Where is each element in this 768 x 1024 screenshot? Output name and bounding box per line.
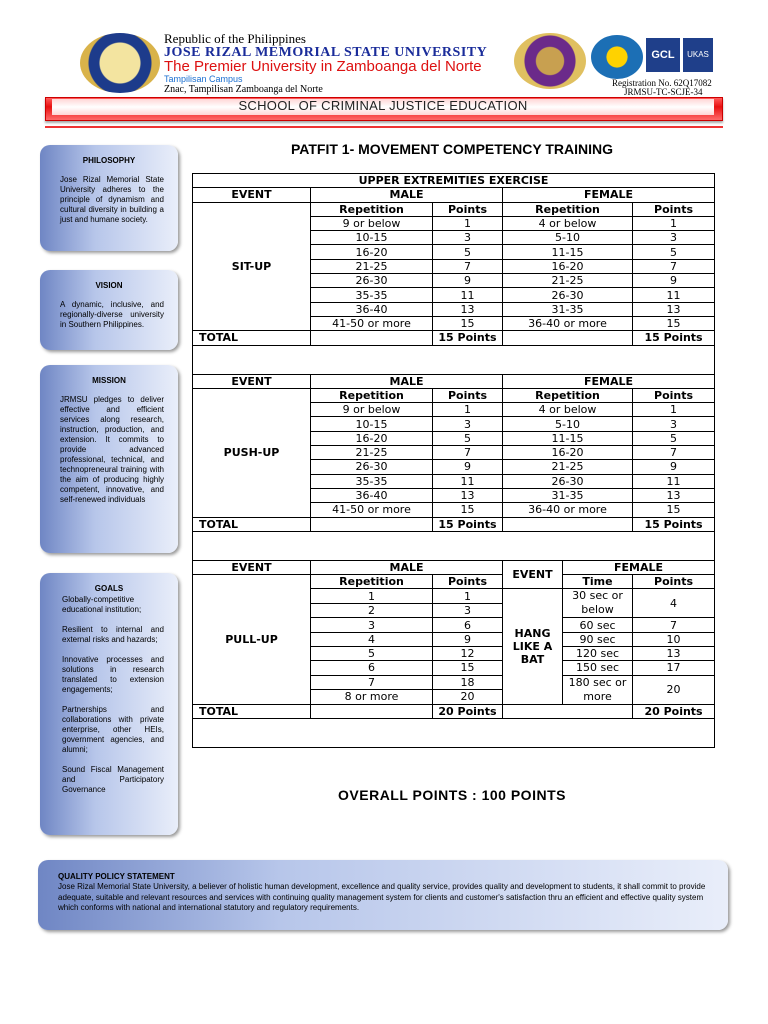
female-repetition: 21-25 — [503, 460, 633, 474]
female-points: 9 — [633, 274, 715, 288]
criminal-justice-seal-logo — [514, 33, 586, 89]
jrmsu-seal-logo — [80, 33, 160, 93]
female-points: 13 — [633, 647, 715, 661]
female-repetition: 26-30 — [503, 288, 633, 302]
section-title: UPPER EXTREMITIES EXERCISE — [193, 174, 715, 188]
female-repetition: 36-40 or more — [503, 503, 633, 517]
male-points: 7 — [433, 259, 503, 273]
female-points: 13 — [633, 488, 715, 502]
male-points: 3 — [433, 231, 503, 245]
male-repetition: 41-50 or more — [311, 316, 433, 330]
repetition-header: Repetition — [503, 388, 633, 402]
goal-item: Resilient to internal and external risks and hazards; — [62, 625, 164, 644]
female-points: 3 — [633, 231, 715, 245]
competency-table — [192, 173, 715, 748]
points-header: Points — [433, 388, 503, 402]
event-name: SIT-UP — [193, 202, 311, 331]
female-total: 20 Points — [633, 704, 715, 718]
male-points: 3 — [433, 603, 503, 618]
female-total: 15 Points — [633, 517, 715, 531]
female-repetition: 26-30 — [503, 474, 633, 488]
header-tagline: The Premier University in Zamboanga del Norte — [164, 58, 482, 75]
mission-body: JRMSU pledges to deliver effective and efficient services along research, instruction, production, and extension. It commits to provide advanced professional, technical, and technopreneural training with the aim of producing highly competent, innovative, and self-renewed individuals — [60, 395, 164, 504]
male-total: 15 Points — [433, 517, 503, 531]
total-blank — [311, 704, 433, 718]
spacer-cell — [193, 531, 715, 560]
male-repetition: 3 — [311, 618, 433, 632]
male-points: 7 — [433, 446, 503, 460]
female-points: 11 — [633, 288, 715, 302]
overall-points: OVERALL POINTS : 100 POINTS — [338, 787, 566, 803]
total-label: TOTAL — [193, 704, 311, 718]
male-repetition: 26-30 — [311, 274, 433, 288]
female-points: 3 — [633, 417, 715, 431]
points-header: Points — [633, 202, 715, 216]
event-header: EVENT — [193, 560, 311, 574]
event-header: EVENT — [193, 374, 311, 388]
event-header: EVENT — [193, 188, 311, 202]
event-name: PUSH-UP — [193, 388, 311, 517]
total-blank — [503, 331, 633, 345]
points-header: Points — [633, 388, 715, 402]
subheader-row — [193, 575, 715, 589]
header-university-name: JOSE RIZAL MEMORIAL STATE UNIVERSITY — [164, 45, 488, 60]
goals-box — [40, 573, 178, 835]
male-points: 6 — [433, 618, 503, 632]
male-points: 11 — [433, 474, 503, 488]
total-label: TOTAL — [193, 331, 311, 345]
registration-number: Registration No. 62Q17082 — [612, 78, 712, 88]
total-blank — [503, 704, 633, 718]
female-repetition: 4 or below — [503, 403, 633, 417]
male-repetition: 10-15 — [311, 417, 433, 431]
quality-policy-title: QUALITY POLICY STATEMENT — [58, 872, 175, 881]
subheader-row — [193, 388, 715, 402]
male-points: 3 — [433, 417, 503, 431]
vision-box — [40, 270, 178, 350]
female-repetition: 11-15 — [503, 431, 633, 445]
male-repetition: 36-40 — [311, 302, 433, 316]
male-points: 5 — [433, 245, 503, 259]
goal-item: Globally-competitive educational institution; — [62, 595, 142, 614]
female-repetition: 16-20 — [503, 259, 633, 273]
female-points: 1 — [633, 216, 715, 230]
header-address: Znac, Tampilisan Zamboanga del Norte — [164, 84, 323, 95]
male-repetition: 4 — [311, 632, 433, 646]
header-divider — [45, 126, 723, 128]
male-points: 11 — [433, 288, 503, 302]
repetition-header: Repetition — [311, 388, 433, 402]
male-repetition: 16-20 — [311, 245, 433, 259]
goals-body — [62, 595, 164, 795]
female-points: 5 — [633, 431, 715, 445]
event-header: EVENT — [503, 560, 563, 589]
female-repetition: 5-10 — [503, 417, 633, 431]
male-points: 15 — [433, 503, 503, 517]
female-time: 150 sec — [563, 661, 633, 675]
female-time: 180 sec or more — [563, 675, 633, 704]
school-title: SCHOOL OF CRIMINAL JUSTICE EDUCATION — [238, 98, 528, 113]
female-repetition: 5-10 — [503, 231, 633, 245]
male-repetition: 21-25 — [311, 446, 433, 460]
male-repetition: 7 — [311, 675, 433, 690]
header-row — [193, 374, 715, 388]
male-repetition: 8 or more — [311, 690, 433, 705]
male-points: 12 — [433, 647, 503, 661]
female-time: 60 sec — [563, 618, 633, 632]
goal-item: Partnerships and collaborations with private enterprise, other HEIs, government agencies, and alumni; — [62, 705, 164, 754]
female-repetition: 21-25 — [503, 274, 633, 288]
male-points: 18 — [433, 675, 503, 690]
female-event-name: HANG LIKE A BAT — [503, 589, 563, 704]
goal-item: Innovative processes and solutions in research translated to extension engagements; — [62, 655, 164, 694]
female-points: 9 — [633, 460, 715, 474]
aaccup-logo — [591, 35, 643, 79]
gcl-logo: GCL — [646, 38, 680, 72]
male-total: 20 Points — [433, 704, 503, 718]
female-points: 15 — [633, 503, 715, 517]
competency-table-body — [193, 174, 715, 748]
female-points: 4 — [633, 589, 715, 618]
male-points: 15 — [433, 661, 503, 675]
repetition-header: Repetition — [311, 575, 433, 589]
female-points: 1 — [633, 403, 715, 417]
philosophy-body: Jose Rizal Memorial State University adheres to the principle of dynamism and cultural diversity in building a just and humane society. — [60, 175, 164, 224]
vision-body: A dynamic, inclusive, and regionally-diverse university in Southern Philippines. — [60, 300, 164, 329]
female-time: 90 sec — [563, 632, 633, 646]
male-points: 13 — [433, 302, 503, 316]
total-blank — [311, 331, 433, 345]
female-time: 120 sec — [563, 647, 633, 661]
spacer-row — [193, 531, 715, 560]
male-points: 9 — [433, 632, 503, 646]
header-republic: Republic of the Philippines — [164, 31, 306, 46]
female-points: 20 — [633, 675, 715, 704]
female-points: 13 — [633, 302, 715, 316]
male-repetition: 10-15 — [311, 231, 433, 245]
time-header: Time — [563, 575, 633, 589]
goals-title: GOALS — [94, 584, 124, 593]
section-title-row — [193, 174, 715, 188]
female-points: 5 — [633, 245, 715, 259]
header-row — [193, 560, 715, 574]
header-campus: Tampilisan Campus — [164, 74, 243, 84]
female-header: FEMALE — [563, 560, 715, 574]
female-repetition: 16-20 — [503, 446, 633, 460]
male-header: MALE — [311, 374, 503, 388]
event-name: PULL-UP — [193, 575, 311, 704]
mission-box — [40, 365, 178, 553]
female-repetition: 36-40 or more — [503, 316, 633, 330]
page-title: PATFIT 1- MOVEMENT COMPETENCY TRAINING — [290, 141, 613, 157]
mission-title: MISSION — [92, 376, 126, 385]
header-row — [193, 188, 715, 202]
spacer-cell — [193, 718, 715, 747]
repetition-header: Repetition — [311, 202, 433, 216]
male-points: 1 — [433, 589, 503, 604]
male-points: 15 — [433, 316, 503, 330]
male-repetition: 2 — [311, 603, 433, 618]
vision-title: VISION — [95, 281, 123, 290]
male-points: 13 — [433, 488, 503, 502]
male-repetition: 5 — [311, 647, 433, 661]
female-header: FEMALE — [503, 188, 715, 202]
document-code: JRMSU-TC-SCJE-34 — [624, 87, 703, 97]
female-points: 10 — [633, 632, 715, 646]
subheader-row — [193, 202, 715, 216]
male-points: 1 — [433, 403, 503, 417]
male-repetition: 35-35 — [311, 474, 433, 488]
female-repetition: 4 or below — [503, 216, 633, 230]
female-time: 30 sec or below — [563, 589, 633, 618]
male-repetition: 26-30 — [311, 460, 433, 474]
total-label: TOTAL — [193, 517, 311, 531]
quality-policy-body: Jose Rizal Memorial State University, a believer of holistic human development, excellence and quality service, provides quality and development to students, it shall commit to provide adequate, suitable and relevant resources and services with continuing quality management system for clients and customer's satisfaction thru an efficient and effective quality system which conforms with national and international statutory and regulatory requirements. — [58, 882, 706, 912]
total-row — [193, 704, 715, 718]
female-total: 15 Points — [633, 331, 715, 345]
total-row — [193, 331, 715, 345]
female-repetition: 11-15 — [503, 245, 633, 259]
male-repetition: 1 — [311, 589, 433, 604]
male-repetition: 16-20 — [311, 431, 433, 445]
female-points: 15 — [633, 316, 715, 330]
points-header: Points — [433, 202, 503, 216]
spacer-row — [193, 718, 715, 747]
male-points: 9 — [433, 460, 503, 474]
female-points: 11 — [633, 474, 715, 488]
male-points: 1 — [433, 216, 503, 230]
goal-item: Sound Fiscal Management and Participatory Governance — [62, 765, 164, 794]
total-blank — [503, 517, 633, 531]
male-repetition: 9 or below — [311, 216, 433, 230]
total-row — [193, 517, 715, 531]
philosophy-box — [40, 145, 178, 251]
philosophy-title: PHILOSOPHY — [82, 156, 136, 165]
male-header: MALE — [311, 560, 503, 574]
male-points: 5 — [433, 431, 503, 445]
male-header: MALE — [311, 188, 503, 202]
repetition-header: Repetition — [503, 202, 633, 216]
male-repetition: 21-25 — [311, 259, 433, 273]
female-points: 7 — [633, 259, 715, 273]
male-total: 15 Points — [433, 331, 503, 345]
male-repetition: 6 — [311, 661, 433, 675]
female-repetition: 31-35 — [503, 488, 633, 502]
spacer-row — [193, 345, 715, 374]
female-header: FEMALE — [503, 374, 715, 388]
male-points: 20 — [433, 690, 503, 705]
total-blank — [311, 517, 433, 531]
female-repetition: 31-35 — [503, 302, 633, 316]
male-repetition: 9 or below — [311, 403, 433, 417]
points-header: Points — [633, 575, 715, 589]
female-points: 17 — [633, 661, 715, 675]
male-points: 9 — [433, 274, 503, 288]
male-repetition: 41-50 or more — [311, 503, 433, 517]
male-repetition: 36-40 — [311, 488, 433, 502]
spacer-cell — [193, 345, 715, 374]
points-header: Points — [433, 575, 503, 589]
male-repetition: 35-35 — [311, 288, 433, 302]
female-points: 7 — [633, 446, 715, 460]
ukas-logo: UKAS — [683, 38, 713, 72]
female-points: 7 — [633, 618, 715, 632]
